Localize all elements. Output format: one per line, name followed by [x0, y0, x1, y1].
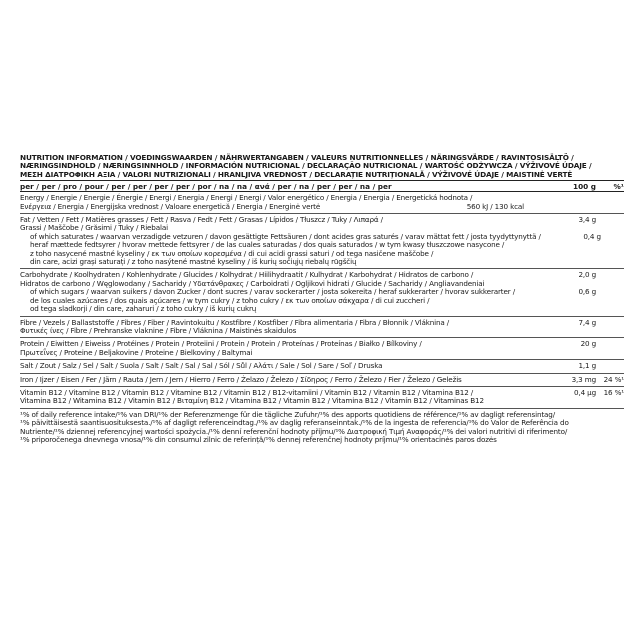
- nutrient-name: Vitamina B12 / Witamina B12 / Vitamin B12 / Βιταμίνη B12 / Vitamina B12 / Vitamin B12 / Vitamina B12 / Vitamín B12 / Vitaminas B12: [20, 396, 484, 406]
- nutrient-line: [20, 203, 624, 211]
- nutrient-row: [20, 338, 624, 360]
- nutrition-label: [20, 154, 624, 444]
- ri-value: [596, 288, 624, 296]
- nutrient-row: [20, 374, 624, 387]
- title-line: ΜΕΣΗ ΔΙΑΤΡΟΦΙΚΗ ΑΞΙΑ / VALORI NUTRIZIONALI / HRANLJIVA VREDNOST / DECLARAȚIE NUTRIȚIONALĂ / VÝŽIVOVÉ ÚDAJE / MAISTINĖ VERTĖ: [20, 169, 573, 179]
- ri-value: [596, 297, 624, 305]
- amount-value: [528, 258, 596, 266]
- footnote-line: ¹% päivittäisestä saantisuosituksesta./¹% af dagligt referenceindtag./¹% av daglig referanseinntak./¹% de la ingesta de referencia/¹% do Valor de Referência do: [20, 418, 569, 428]
- amount-value: 3,4 g: [578, 215, 596, 225]
- nutrient-name: de los cuales azúcares / dos quais açúcares / w tym cukry / z toho cukry / εκ των οποίων σάκχαρα / di cui zuccheri /: [30, 295, 430, 305]
- amount-value: 0,6 g: [578, 287, 596, 297]
- nutrient-line: [20, 376, 624, 384]
- nutrient-name: Energy / Energie / Energie / Énergie / Energi / Energia / Energi / Energi / Valor energético / Energia / Energia / Energetická hodnota /: [20, 193, 473, 203]
- nutrient-name: din care, acizi grași saturați / z toho nasýtené mastné kyseliny / iš kurių sočiųjų riebalų rūgščių: [30, 257, 357, 267]
- nutrient-line: [20, 258, 624, 266]
- ri-value: [596, 327, 624, 335]
- per-header: per / per / pro / pour / per / per / per / per / por / na / na / ανά / per / na / per / per / na / per: [20, 182, 392, 192]
- ri-value: [596, 340, 624, 348]
- nutrient-name: Protein / Eiwitten / Eiweiss / Protéines / Protein / Proteiini / Protein / Protein / Proteínas / Proteínas / Białko / Bílkoviny /: [20, 339, 422, 349]
- nutrient-name: heraf mættede fedtsyrer / hvorav mettede fettsyrer / de las cuales saturadas / dos quais saturados / w tym kwasy tłuszczowe nasycone /: [30, 240, 505, 250]
- nutrient-line: [20, 362, 624, 370]
- amount-value: [528, 203, 596, 211]
- amount-value: [528, 305, 596, 313]
- ri-value: [596, 280, 624, 288]
- amount-value: 0,4 µg: [574, 387, 596, 397]
- nutrient-row: [20, 192, 624, 214]
- amount-value: [528, 297, 596, 305]
- nutrient-row: [20, 387, 624, 409]
- ri-value: [596, 250, 624, 258]
- nutrient-name: z toho nasycené mastné kyseliny / εκ των οποίων κορεσμένα / di cui acidi grassi saturi / od tega nasičene maščobe /: [30, 248, 434, 258]
- label-title: [20, 154, 624, 179]
- nutrient-name: of which sugars / waarvan suikers / davon Zucker / dont sucres / varav sockerarter / josta sokereita / heraf sukkerarter / hvorav sukkerarter /: [30, 287, 515, 297]
- ri-value: [596, 258, 624, 266]
- amount-value: 1,1 g: [578, 361, 596, 371]
- ri-value: [596, 397, 624, 405]
- ri-value: [596, 241, 624, 249]
- ri-value: 16 %¹: [603, 387, 624, 397]
- footnote-line: ¹% of daily reference intake/¹% van DRI/¹% der Referenzmenge für die tägliche Zufuhr/¹% des apports quotidiens de référence/¹% av dagligt referensintag/: [20, 409, 555, 419]
- nutrient-name: Hidratos de carbono / Węglowodany / Sacharidy / Υδατάνθρακες / Carboidrati / Ogljikovi hidrati / Glucide / Sacharidy / Angliavandeniai: [20, 278, 485, 288]
- nutrient-name: Fat / Vetten / Fett / Matières grasses / Fett / Rasva / Fedt / Fett / Grasas / Lípidos / Tłuszcz / Tuky / Λιπαρά /: [20, 215, 383, 225]
- energy-value: 560 kJ / 130 kcal: [466, 201, 524, 211]
- ri-value: [596, 319, 624, 327]
- ri-value: 24 %¹: [603, 374, 624, 384]
- nutrient-row: [20, 214, 624, 269]
- nutrient-name: Fibre / Vezels / Ballaststoffe / Fibres / Fiber / Ravintokuitu / Kostfibre / Kostfiber / Fibra alimentaria / Fibra / Błonnik / Vláknina /: [20, 317, 450, 327]
- footnote-line: Nutriente/¹% dziennej referencyjnej wartości spożycia./¹% denní referenční hodnoty příjmu/¹% Διατροφική Τιμή Αναφοράς/¹% dei valori nutritivi di riferimento/: [20, 426, 568, 436]
- ri-value: [596, 194, 624, 202]
- ri-value: [596, 216, 624, 224]
- ri-value: [596, 305, 624, 313]
- amount-header: 100 g: [573, 182, 596, 192]
- nutrient-name: Ενέργεια / Energia / Energijska vrednost / Valoare energetică / Energia / Energinė vertė: [20, 201, 321, 211]
- column-header-row: [20, 181, 624, 191]
- footnote: [20, 409, 624, 445]
- nutrient-name: Iron / Ijzer / Eisen / Fer / Järn / Rauta / Jern / Jern / Hierro / Ferro / Żelazo / Železo / Σίδηρος / Ferro / Železo / Fier / Železo / Geležis: [20, 374, 462, 384]
- amount-value: [528, 349, 596, 357]
- amount-value: 20 g: [580, 339, 596, 349]
- nutrient-name: Vitamin B12 / Vitamine B12 / Vitamin B12 / Vitamine B12 / Vitamin B12 / B12-vitamiini / Vitamin B12 / Vitamin B12 / Vitamina B12 /: [20, 387, 474, 397]
- nutrient-line: [20, 305, 624, 313]
- nutrient-name: of which saturates / waarvan verzadigde vetzuren / davon gesättigte Fettsäuren / dont acides gras saturés / varav mättat fett / josta tyydyttynyttä /: [30, 231, 541, 241]
- nutrient-line: [20, 327, 624, 335]
- nutrient-line: [20, 349, 624, 357]
- title-line: NÆRINGSINDHOLD / NÆRINGSINNHOLD / INFORMACIÓN NUTRICIONAL / DECLARAÇÃO NUTRICIONAL / WARTOŚĆ ODŻYWCZA / VÝŽIVOVÉ ÚDAJE /: [20, 161, 592, 171]
- footnote-line: ¹% priporočenega dnevnega vnosa/¹% din consumul zilnic de referință/¹% dennej referenčnej hodnoty príjmu/¹% orientacinės paros dozės: [20, 434, 497, 444]
- amount-value: [528, 397, 596, 405]
- ri-value: [596, 362, 624, 370]
- nutrient-rows: [20, 192, 624, 409]
- nutrient-name: Πρωτεΐνες / Proteine / Beljakovine / Proteine / Bielkoviny / Baltymai: [20, 347, 253, 357]
- ri-header: %¹: [613, 182, 624, 192]
- amount-value: [528, 250, 596, 258]
- nutrient-row: [20, 360, 624, 373]
- nutrient-name: od tega sladkorji / din care, zaharuri / z toho cukry / iš kurių cukrų: [30, 304, 257, 314]
- amount-value: 0,4 g: [583, 231, 601, 241]
- amount-value: 7,4 g: [578, 317, 596, 327]
- title-line: NUTRITION INFORMATION / VOEDINGSWAARDEN / NÄHRWERTANGABEN / VALEURS NUTRITIONNELLES / NÄRINGSVÄRDE / RAVINTOSISÄLTÖ /: [20, 153, 574, 162]
- amount-value: [528, 241, 596, 249]
- nutrient-row: [20, 269, 624, 316]
- ri-value: [596, 203, 624, 211]
- nutrient-name: Grassi / Maščobe / Grăsimi / Tuky / Riebalai: [20, 223, 168, 233]
- nutrient-line: [20, 397, 624, 405]
- amount-value: [528, 327, 596, 335]
- amount-value: 2,0 g: [578, 270, 596, 280]
- nutrient-name: Φυτικές ίνες / Fibre / Prehranske vlaknine / Fibre / Vláknina / Maistinės skaidulos: [20, 325, 297, 335]
- nutrient-name: Carbohydrate / Koolhydraten / Kohlenhydrate / Glucides / Kolhydrat / Hiilihydraatit / Kulhydrat / Karbohydrat / Hidratos de carbono /: [20, 270, 474, 280]
- ri-value: [596, 349, 624, 357]
- amount-value: 3,3 mg: [571, 374, 596, 384]
- amount-value: [528, 194, 596, 202]
- ri-value: [601, 233, 624, 241]
- ri-value: [596, 271, 624, 279]
- nutrient-name: Salt / Zout / Salz / Sel / Salt / Suola / Salt / Salt / Sal / Sal / Sól / Sůl / Αλάτι / Sale / Sol / Sare / Soľ / Druska: [20, 361, 383, 371]
- nutrient-row: [20, 317, 624, 339]
